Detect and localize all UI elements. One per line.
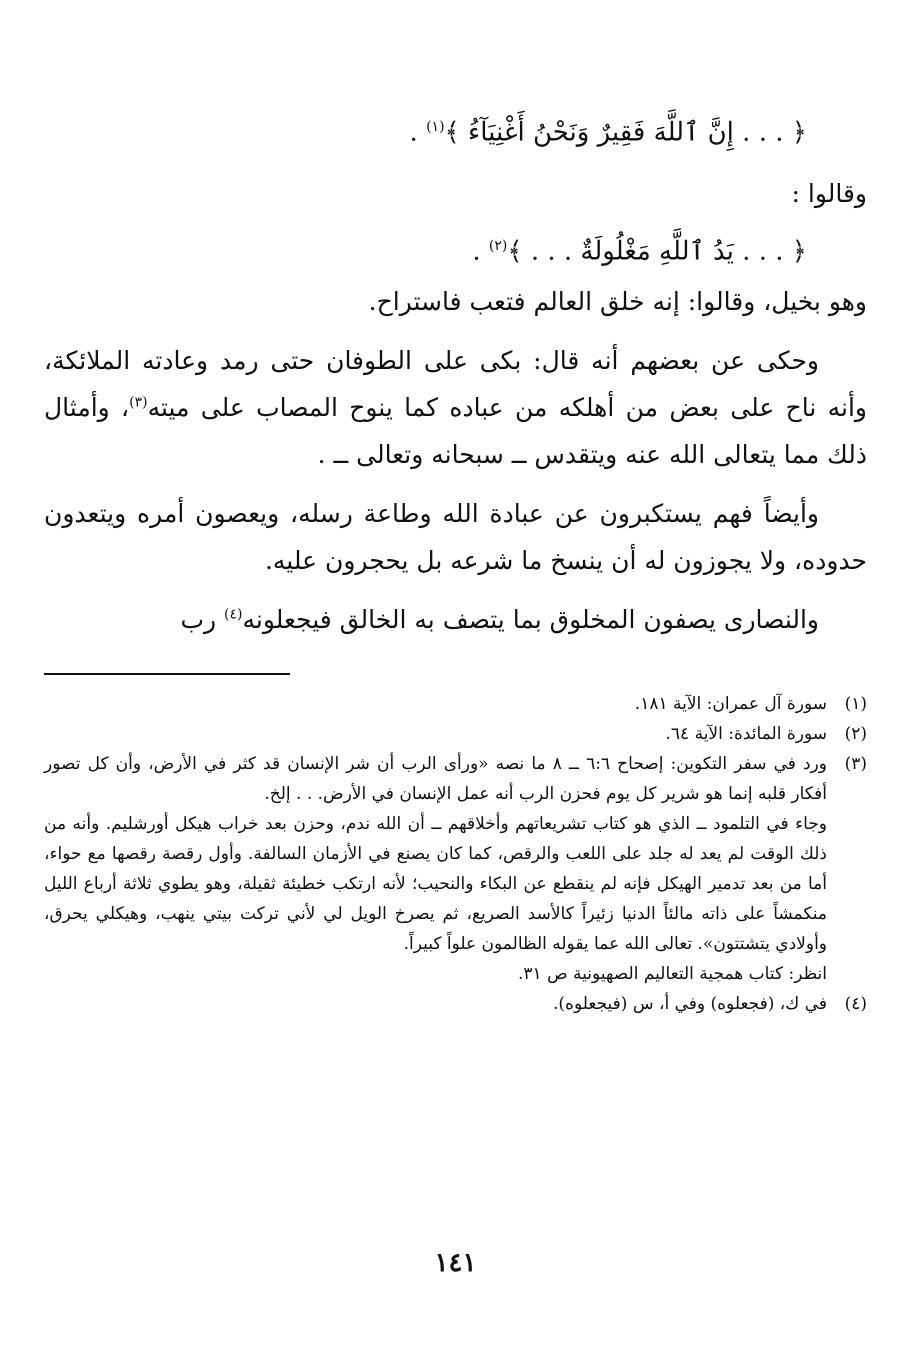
footnote-4-text: في ك، (فجعلوه) وفي أ، س (فيجعلوه). — [553, 994, 827, 1015]
footnote-1-text: سورة آل عمران: الآية ١٨١. — [634, 694, 827, 715]
paragraph-4-before: والنصارى يصفون المخلوق بما يتصف به الخالق فيجعلونه — [242, 605, 819, 635]
footnote-1-number: (١) — [844, 694, 867, 715]
verse-1-text: ﴿ . . . إِنَّ ٱللَّهَ فَقِيرٌ وَنَحْنُ أَغْنِيَآءُ ﴾ — [444, 117, 807, 148]
verse-2-text: ﴿ . . . يَدُ ٱللَّهِ مَغْلُولَةٌ . . . ﴾ — [507, 236, 807, 267]
verse-2-end: . — [472, 236, 489, 267]
footnote-ref-1[interactable]: (١) — [426, 119, 445, 135]
paragraph-3: وأيضاً فهم يستكبرون عن عبادة الله وطاعة رسله، ويعصون أمره ويتعدون حدوده، ولا يجوزون له أن ينسخ ما شرعه بل يحجرون عليه. — [44, 499, 867, 576]
verse-1-end: . — [409, 117, 427, 148]
paragraph-1: وهو بخيل، وقالوا: إنه خلق العالم فتعب فاستراح. — [368, 287, 867, 317]
qalu-line: وقالوا : — [791, 178, 867, 208]
footnote-ref-3[interactable]: (٣) — [129, 394, 148, 411]
page-number: ١٤١ — [434, 1248, 477, 1278]
footnote-divider-wrap — [44, 643, 867, 689]
paragraph-4-after: رب — [180, 605, 224, 635]
quran-verse-1 — [44, 102, 807, 158]
paragraph-2-after: ، وأمثال ذلك مما يتعالى الله عنه ويتقدس ــ سبحانه وتعالى ــ . — [44, 393, 867, 470]
paragraph-2-before: وحكى عن بعضهم أنه قال: بكى على الطوفان حتى رمد وعادته الملائكة، وأنه ناح على بعض من أهلكه من عباده كما ينوح المصاب على ميته — [44, 346, 867, 423]
footnote-2-text: سورة المائدة: الآية ٦٤. — [665, 724, 827, 745]
footnote-4 — [44, 989, 867, 1019]
footnote-3-para-3: انظر: كتاب همجية التعاليم الصهيونية ص ٣١. — [518, 964, 827, 985]
footnote-2-number: (٢) — [844, 724, 867, 745]
footnote-3-para-2: وجاء في التلمود ــ الذي هو كتاب تشريعاتهم وأخلاقهم ــ أن الله ندم، وحزن بعد خراب هيكل أورشليم. وأنه من ذلك الوقت لم يعد له جلد على اللعب والرقص، كما كان يصنع في الأزمان السالفة. وأول رقصة رقصها مع حواء، أما من بعد تدمير الهيكل فإنه لم ينقطع عن البكاء والنحيب؛ لأنه ارتكب خطيئة ثقيلة، وهو يطوي ثلاثة أرباع الليل منكمشاً على ذاته مالئاً الدنيا زئيراً كالأسد الصريع، ثم يصرخ الويل لي لأني تركت بيتي ينهب، وهيكلي يحرق، وأولادي يتشتتون». تعالى الله عما يقوله الظالمون علواً كبيراً. — [44, 814, 827, 955]
quran-verse-2 — [44, 221, 807, 277]
footnote-4-number: (٤) — [844, 994, 867, 1015]
paragraph-2 — [44, 337, 867, 478]
paragraph-4 — [44, 596, 867, 643]
footnote-ref-4[interactable]: (٤) — [224, 606, 243, 623]
footnote-1 — [44, 689, 867, 719]
footnote-3-para-1: ورد في سفر التكوين: إصحاح ٦:٦ ــ ٨ ما نصه «ورأى الرب أن شر الإنسان قد كثر في الأرض، وأن كل تصور أفكار قلبه إنما هو شرير كل يوم فحزن الرب أنه عمل الإنسان في الأرض. . . إلخ. — [44, 754, 827, 805]
footnote-3-number: (٣) — [844, 754, 867, 775]
footnote-ref-2[interactable]: (٢) — [488, 237, 508, 254]
footnote-divider — [44, 673, 290, 675]
footnote-2 — [44, 719, 867, 749]
footnote-3 — [44, 749, 867, 989]
